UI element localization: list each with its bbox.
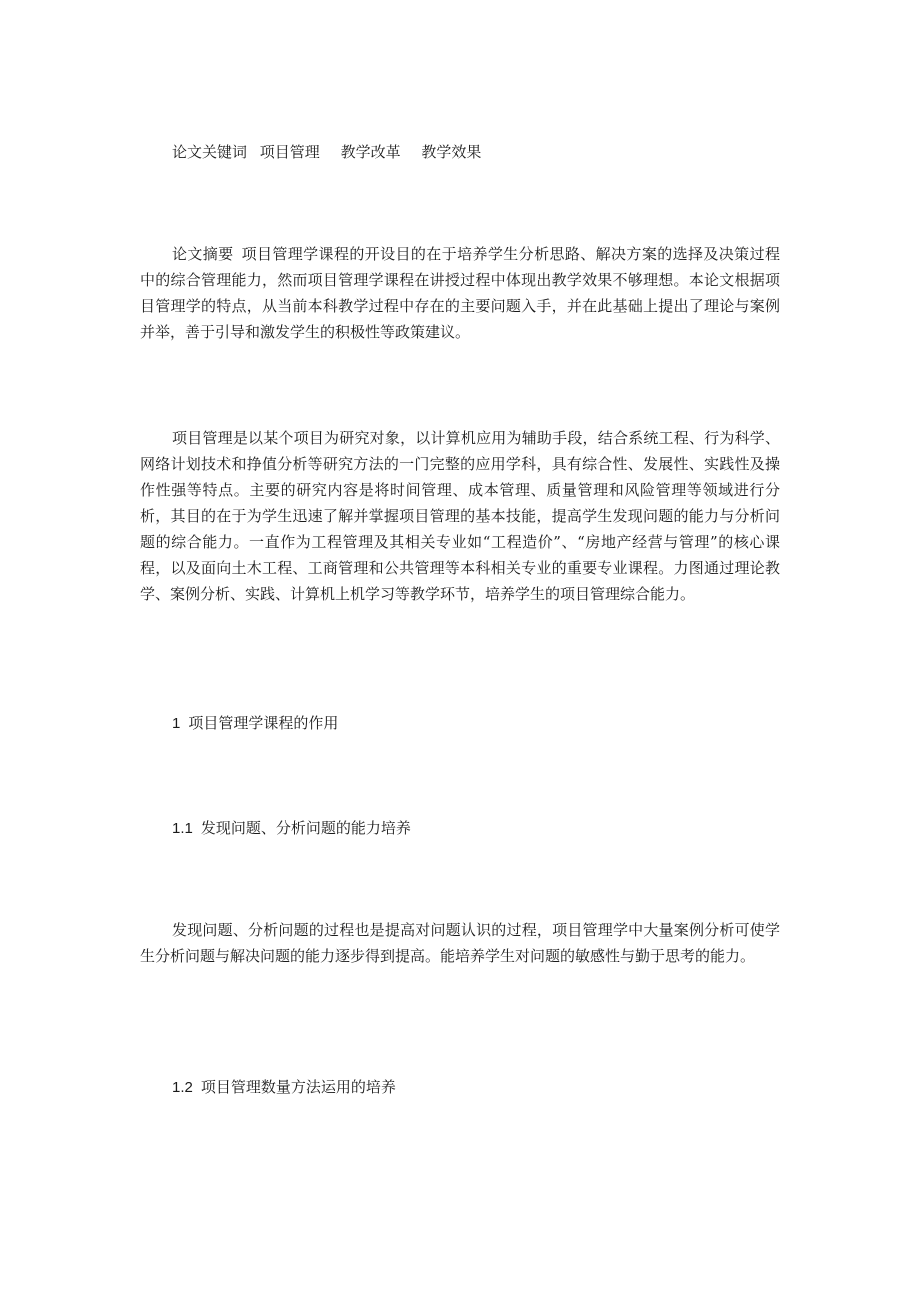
section-heading-1-2 (172, 1074, 396, 1101)
keywords-label: 论文关键词 (172, 143, 248, 161)
intro-paragraph: 项目管理是以某个项目为研究对象，以计算机应用为辅助手段，结合系统工程、行为科学、网络计划技术和挣值分析等研究方法的一门完整的应用学科，具有综合性、发展性、实践性及操作性强等特点。主要的研究内容是将时间管理、成本管理、质量管理和风险管理等领域进行分析，其目的在于为学生迅速了解并掌握项目管理的基本技能，提高学生发现问题的能力与分析问题的综合能力。一直作为工程管理及其相关专业如“工程造价”、“房地产经营与管理”的核心课程，以及面向土木工程、工商管理和公共管理等本科相关专业的重要专业课程。力图通过理论教学、案例分析、实践、计算机上机学习等教学环节，培养学生的项目管理综合能力。 (140, 429, 780, 603)
section-title: 项目管理学课程的作用 (188, 714, 339, 732)
section-number: 1.1 (172, 820, 193, 837)
abstract-paragraph (140, 241, 780, 345)
section-title: 项目管理数量方法运用的培养 (200, 1078, 396, 1096)
abstract-label: 论文摘要 (172, 245, 234, 263)
section-number: 1.2 (172, 1079, 193, 1096)
abstract-text: 项目管理学课程的开设目的在于培养学生分析思路、解决方案的选择及决策过程中的综合管理能力，然而项目管理学课程在讲授过程中体现出教学效果不够理想。本论文根据项目管理学的特点，从当前本科教学过程中存在的主要问题入手，并在此基础上提出了理论与案例并举，善于引导和激发学生的积极性等政策建议。 (140, 245, 780, 341)
section-1-1-paragraph: 发现问题、分析问题的过程也是提高对问题认识的过程，项目管理学中大量案例分析可使学生分析问题与解决问题的能力逐步得到提高。能培养学生对问题的敏感性与勤于思考的能力。 (140, 921, 780, 965)
keyword-item: 教学效果 (421, 143, 482, 161)
keyword-item: 项目管理 (259, 143, 320, 161)
keyword-item: 教学改革 (340, 143, 401, 161)
section-heading-1-1 (172, 815, 411, 842)
section-heading-1 (172, 710, 338, 737)
section-title: 发现问题、分析问题的能力培养 (200, 819, 411, 837)
keywords-line (172, 139, 497, 165)
section-number: 1 (172, 715, 181, 732)
